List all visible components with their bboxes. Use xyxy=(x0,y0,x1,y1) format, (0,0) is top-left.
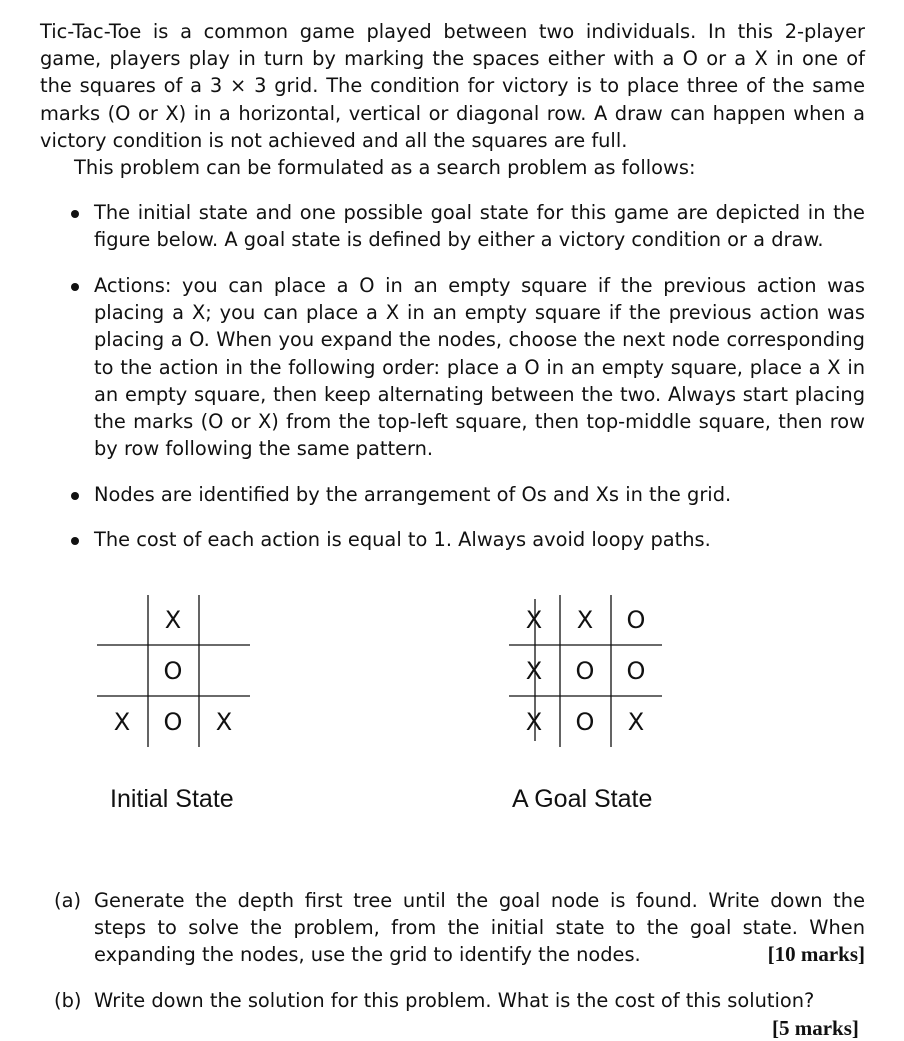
board-cell xyxy=(199,595,249,645)
bullet-item xyxy=(94,526,865,553)
board-cell: X xyxy=(576,606,594,634)
board-cell: O xyxy=(626,657,646,685)
initial-state-caption: Initial State xyxy=(110,785,234,813)
board-cell xyxy=(199,646,249,696)
intro-paragraph: Tic-Tac-Toe is a common game played between two individuals. In this 2-player game, players play in turn by marking the spaces either with a O or a X in one of the squares of a 3 × 3 grid. The condition for victory is to place three of the same marks (O or X) in a horizontal, vertical or diagonal row. A draw can happen when a victory condition is not achieved and all the squares are full. xyxy=(40,20,865,152)
board-cell: O xyxy=(626,606,646,634)
bullet-text: The initial state and one possible goal state for this game are depicted in the figure below. A goal state is defined by either a victory condition or a draw. xyxy=(94,201,865,252)
board-cell: X xyxy=(525,657,543,685)
board-cell: O xyxy=(163,708,183,736)
goal-state-caption: A Goal State xyxy=(512,785,653,813)
question-label: (b) xyxy=(54,989,82,1012)
bullet-item xyxy=(94,199,865,253)
question-a xyxy=(54,887,865,969)
question-marks-cut xyxy=(772,1016,862,1040)
board-cell: X xyxy=(525,708,543,736)
question-b xyxy=(54,987,865,1014)
board-cell: X xyxy=(113,708,131,736)
board-cell: X xyxy=(627,708,645,736)
board-cell xyxy=(97,595,147,645)
bullet-dot-icon xyxy=(71,210,79,218)
board-cell: X xyxy=(164,606,182,634)
question-text: Write down the solution for this problem. What is the cost of this solution? xyxy=(94,989,815,1012)
question-marks: [10 marks] xyxy=(767,942,865,967)
board-cell: X xyxy=(525,606,543,634)
bullet-text: The cost of each action is equal to 1. Always avoid loopy paths. xyxy=(94,528,711,551)
bullet-dot-icon xyxy=(71,492,79,500)
board-cell: O xyxy=(163,657,183,685)
bullet-dot-icon xyxy=(71,537,79,545)
board-cell xyxy=(97,646,147,696)
bullet-text: Actions: you can place a O in an empty square if the previous action was placing a X; you can place a X in an empty square if the previous action was placing a O. When you expand the nodes, choose the next node corresponding to the action in the following order: place a O in an empty square, place a X in an empty square, then keep alternating between the two. Always start placing the marks (O or X) from the top-left square, then top-middle square, then row by row following the same pattern. xyxy=(94,274,865,461)
bullet-item xyxy=(94,481,865,508)
initial-state-board xyxy=(95,593,255,753)
question-label: (a) xyxy=(54,889,82,912)
board-cell: X xyxy=(215,708,233,736)
cut-off-heading xyxy=(150,0,380,4)
bullet-text: Nodes are identified by the arrangement of Os and Xs in the grid. xyxy=(94,483,732,506)
goal-state-board xyxy=(507,593,667,753)
question-text: Generate the depth first tree until the goal node is found. Write down the steps to solve the problem, from the initial state to the goal state. When expanding the nodes, use the grid to identify the nodes. xyxy=(94,889,865,967)
question-marks: [5 marks] xyxy=(772,1016,859,1040)
board-cell: O xyxy=(575,708,595,736)
bullet-item xyxy=(94,272,865,462)
formulation-line: This problem can be formulated as a search problem as follows: xyxy=(74,156,696,179)
bullet-dot-icon xyxy=(71,283,79,291)
board-cell: O xyxy=(575,657,595,685)
